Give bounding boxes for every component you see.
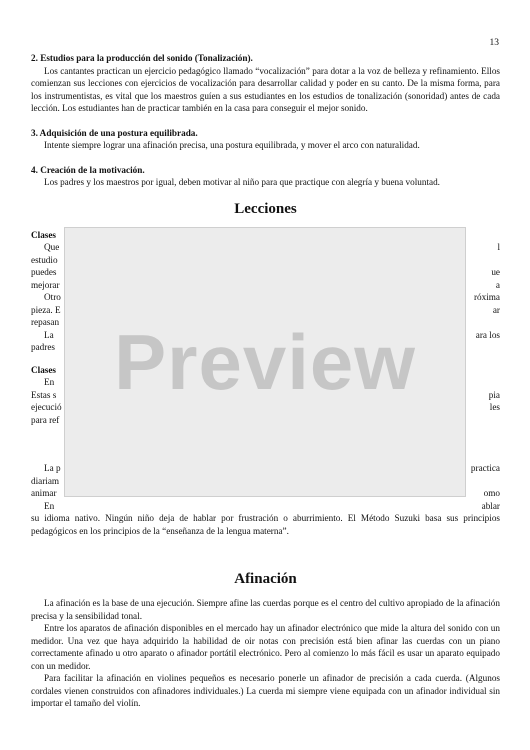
clases-subheading: Clases bbox=[31, 364, 57, 375]
text-fragment: ar bbox=[492, 304, 500, 315]
section-title: 2. Estudios para la producción del sonido (Tonalización). bbox=[31, 53, 253, 63]
text-fragment: Que bbox=[44, 242, 60, 252]
text-fragment: omo bbox=[483, 488, 500, 498]
text-fragment: ue bbox=[491, 267, 500, 277]
text-fragment: diariam bbox=[31, 475, 60, 486]
text-fragment: pia bbox=[488, 389, 500, 400]
text-fragment: estudio bbox=[31, 254, 58, 265]
section-title: 4. Creación de la motivación. bbox=[31, 164, 145, 175]
text-fragment: les bbox=[489, 402, 500, 412]
afinacion-section bbox=[31, 571, 500, 710]
paragraph: Para facilitar la afinación en violines pequeños es necesario ponerle un afinador de precisión a cada cuerda. (Algunos cordales vienen construidos con afinadores individuales.) La cuerda mi siempre viene equipada con un afinador individual sin importar el tamaño del violín. bbox=[31, 673, 500, 708]
text-fragment: En bbox=[44, 500, 55, 511]
preview-watermark bbox=[64, 227, 466, 497]
text-fragment: practica bbox=[470, 463, 500, 473]
paragraph: Los cantantes practican un ejercicio pedagógico llamado “vocalización” para dotar a la voz de belleza y refinamiento. Ellos comienzan sus lecciones con ejercicios de vocalización para desarrollar calidad y poder en su canto. De la misma forma, para los instrumentistas, es vital que los maestros guíen a sus estudiantes en los estudios de tonalización (sonoridad) antes de cada lección. Los estudiantes han de practicar también en la casa para conseguir el mejor sonido. bbox=[31, 65, 500, 113]
paragraph: Entre los aparatos de afinación disponibles en el mercado hay un afinador electrónico que mide la altura del sonido con un medidor. Una vez que haya adquirido la habilidad de oir notas con precisión está bien afinar las cuerdas con un piano correctamente afinado u otro aparato o afinador portátil electrónico. Pero al comienzo lo más fácil es usar un aparato equipado con un medidor. bbox=[31, 623, 500, 671]
paragraph: La afinación es la base de una ejecución. Siempre afine las cuerdas porque es el centro del cultivo apropiado de la afinación precisa y la sensibilidad tonal. bbox=[31, 598, 500, 621]
section-tonalizacion bbox=[31, 52, 500, 115]
preview-label: Preview bbox=[114, 318, 416, 406]
text-fragment: repasan bbox=[31, 317, 60, 327]
text-fragment: En bbox=[44, 377, 55, 387]
text-fragment: a bbox=[495, 279, 500, 290]
text-fragment: l bbox=[497, 242, 500, 252]
text-fragment: ara los bbox=[475, 329, 500, 340]
text-fragment: ejecució bbox=[31, 402, 62, 412]
text-fragment: La p bbox=[44, 463, 61, 473]
text-fragment: La bbox=[44, 329, 54, 340]
afinacion-heading: Afinación bbox=[234, 571, 297, 587]
text-fragment: mejorar bbox=[31, 279, 60, 290]
text-fragment: róxima bbox=[473, 292, 500, 302]
text-fragment: ablar bbox=[481, 500, 500, 511]
section-postura bbox=[31, 127, 500, 152]
text-fragment: animar bbox=[31, 488, 57, 498]
paragraph: Los padres y los maestros por igual, deben motivar al niño para que practique con alegría y buena voluntad. bbox=[44, 177, 440, 187]
section-title: 3. Adquisición de una postura equilibrada. bbox=[31, 127, 198, 138]
text-fragment: para ref bbox=[31, 414, 60, 425]
paragraph: su idioma nativo. Ningún niño deja de hablar por frustración o aburrimiento. El Método Suzuki basa sus principios pedagógicos en los principios de la “enseñanza de la lengua materna”. bbox=[31, 513, 500, 536]
text-fragment: Estas s bbox=[31, 389, 57, 400]
text-fragment: Otro bbox=[44, 292, 61, 302]
text-fragment: padres bbox=[31, 342, 55, 352]
section-motivacion bbox=[31, 164, 500, 189]
lecciones-heading: Lecciones bbox=[234, 200, 297, 217]
clases-subheading: Clases bbox=[31, 229, 57, 240]
page-number: 13 bbox=[489, 38, 499, 48]
text-fragment: puedes bbox=[31, 267, 57, 277]
text-fragment: pieza. E bbox=[31, 304, 61, 315]
paragraph: Intente siempre lograr una afinación precisa, una postura equilibrada, y mover el arco con naturalidad. bbox=[44, 140, 420, 150]
